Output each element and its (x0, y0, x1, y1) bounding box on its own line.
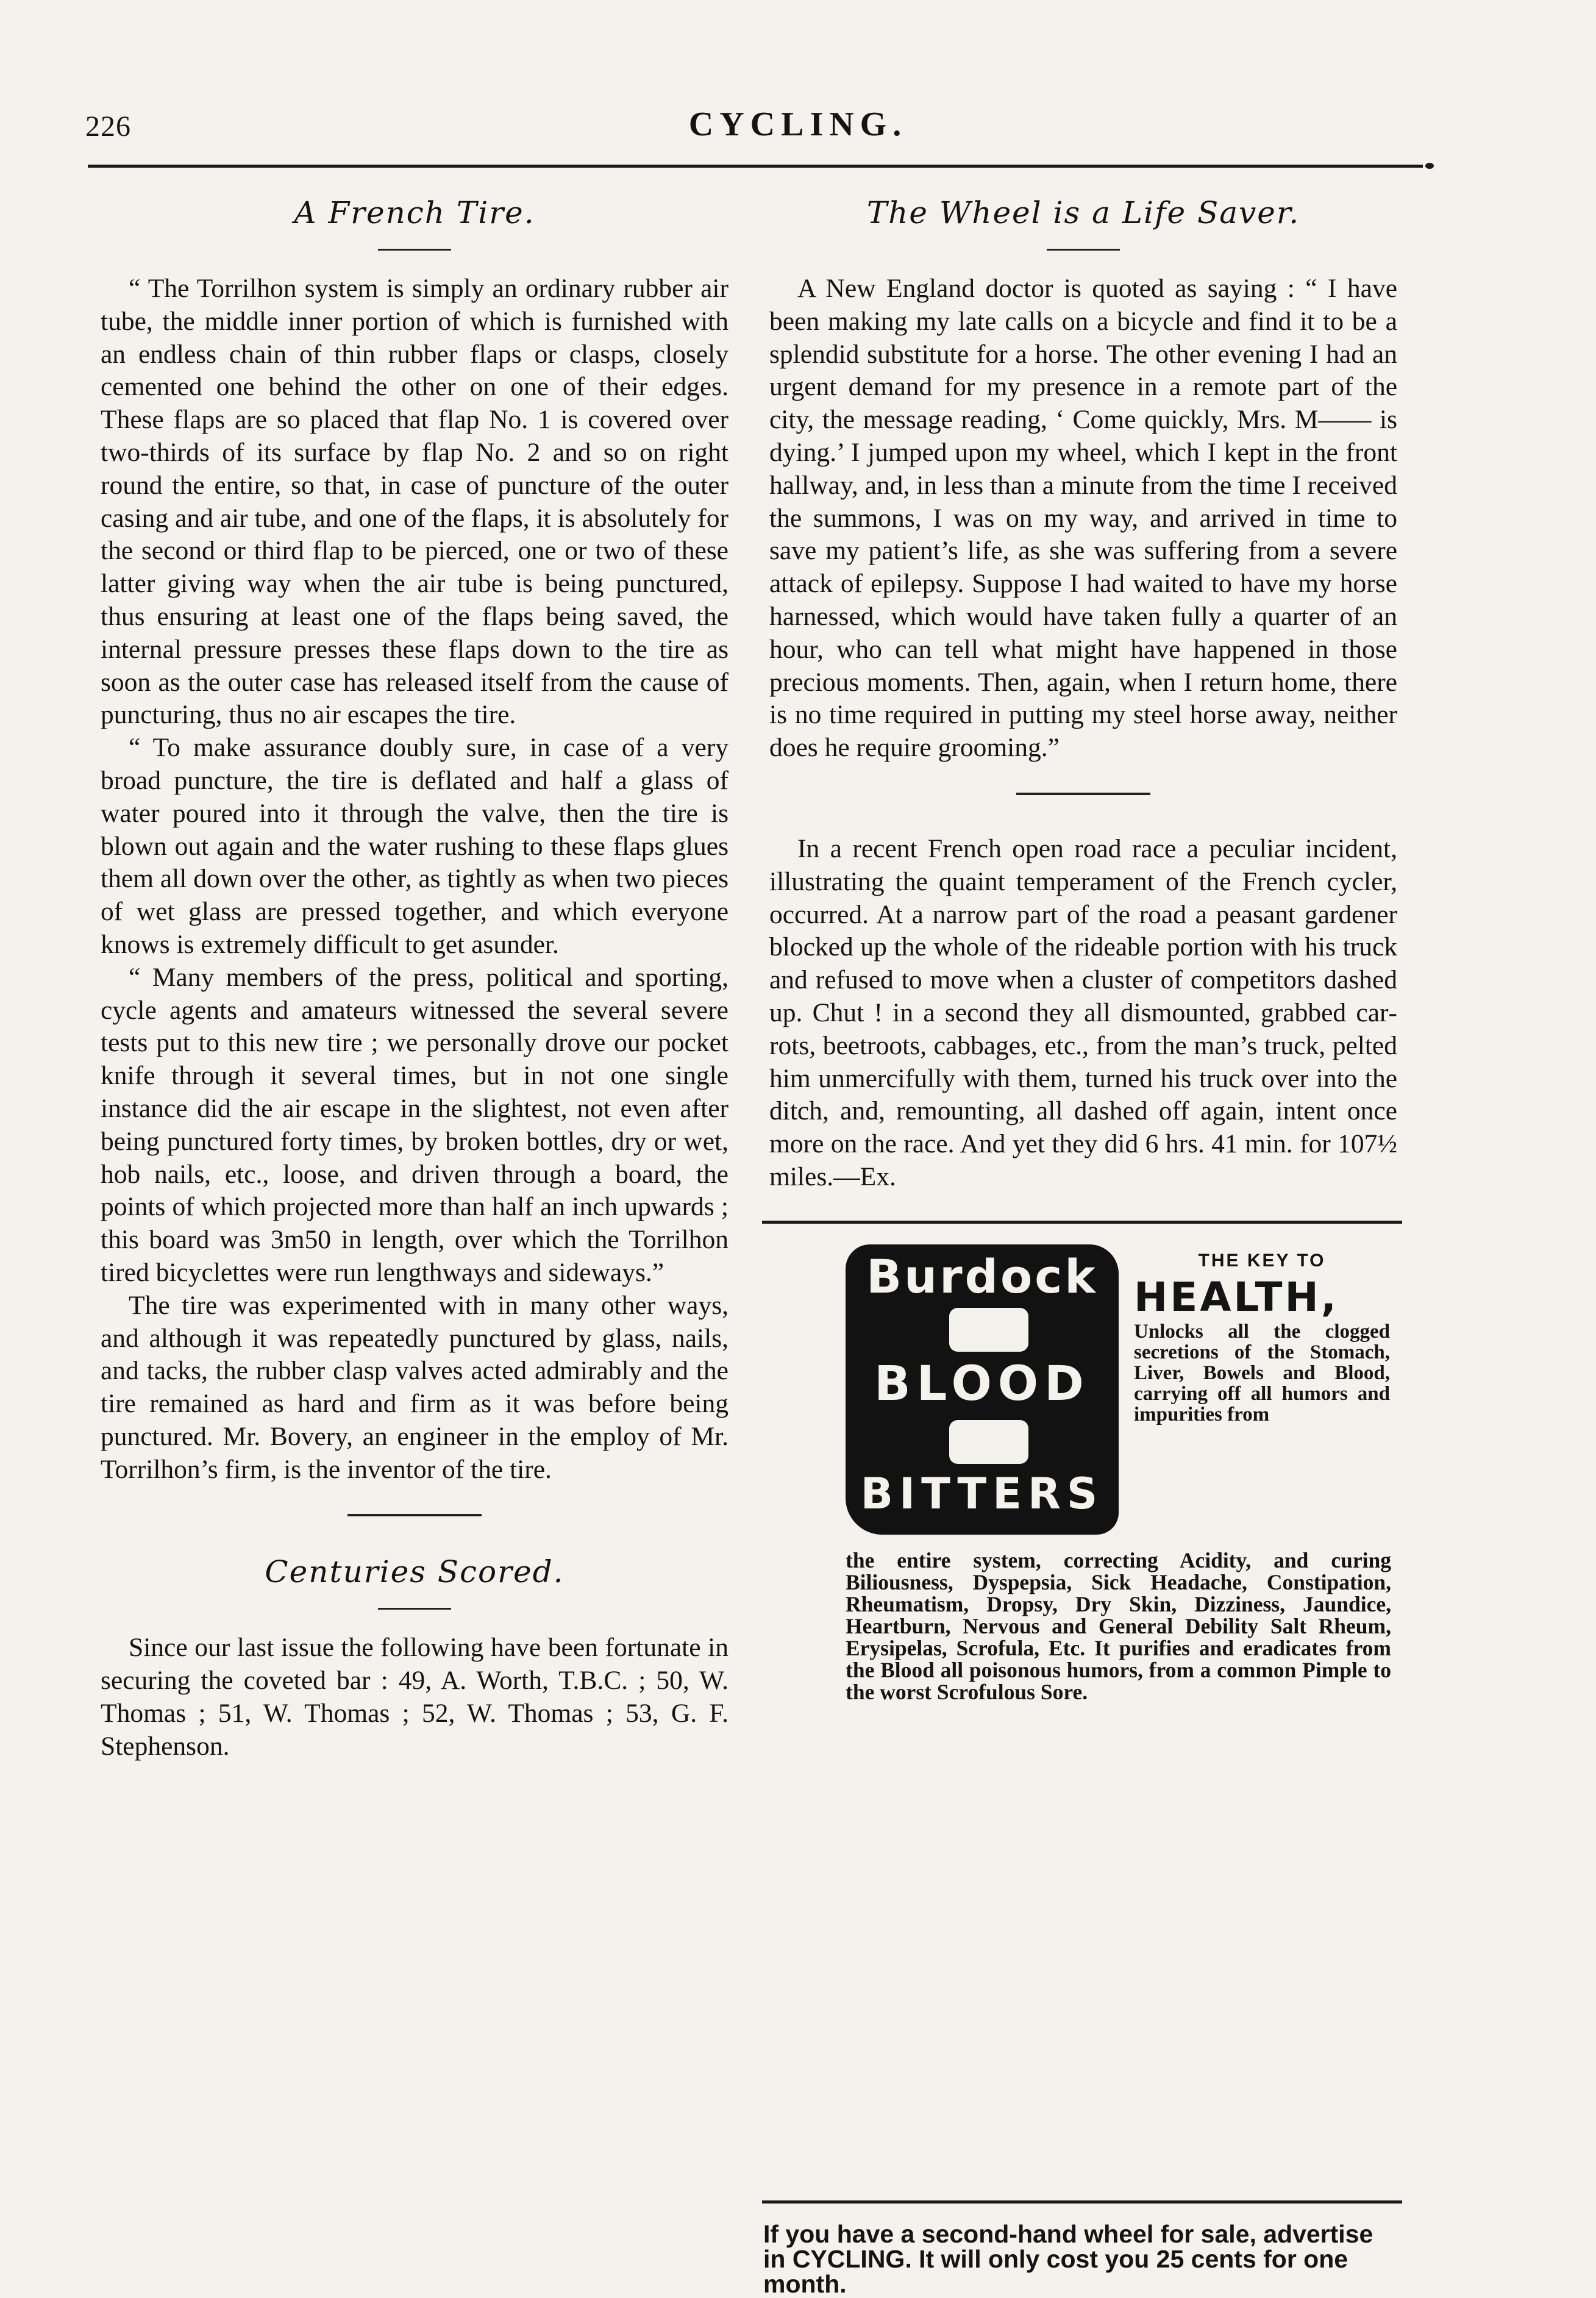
advert-rule (762, 1221, 1402, 1224)
advert-kicker: THE KEY TO (1198, 1250, 1326, 1271)
article-paragraph: “ Many members of the press, political and sporting, cycle agents and amateurs witnessed the several severe tests put to this new tire ; we personally drove our pocket knife through it several times, but in not one single instance did the air escape in the slightest, not even after being punctured forty times, by broken bottles, dry or wet, hob nails, etc., loose, and driven through a board, the points of which projected more than half an inch upwards ; this board was 3m50 in length, over which the Torrilhon tired bicyclettes were run lengthways and sideways.” (101, 962, 729, 1287)
right-column (763, 195, 1397, 2298)
burdock-blood-bitters-advert (769, 1244, 1397, 2183)
article-paragraph: In a recent French open road race a peculiar incident, illustrating the quaint temperament of the French cycler, occurred. At a narrow part of the road a peasant gardener blocked up the whole of the rideable portion with his truck and refused to move when a cluster of competitors dashed up. Chut ! in a second they all dismounted, grabbed carrots, beetroots, cabbages, etc., from the man’s truck, pelted him unmercifully with them, turned his truck over into the ditch, and, remounting, all dashed off again, intent once more on the race. And yet they did 6 hrs. 41 min. for 107½ miles.—Ex. (769, 833, 1397, 1191)
advert-side-text: Unlocks all the clogged secretions of the Stomach, Liver, Bowels and Blood, carrying off all humors and impurities from (1134, 1320, 1390, 1426)
article-title: The Wheel is a Life Saver. (866, 195, 1300, 230)
title-rule (378, 1608, 451, 1610)
article-paragraph: A New England doctor is quoted as saying : “ I have been making my late calls on a bicycle and find it to be a splendid substitute for a horse. The other evening I had an urgent demand for my presence in a remote part of the city, the message reading, ‘ Come quickly, Mrs. M—— is dying.’ I jumped upon my wheel, which I kept in the front hallway, and, in less than a minute from the time I received the summons, I was on my way, and arrived in time to save my patient’s life, as she was suffering from a severe attack of epilepsy. Suppose I had waited to have my horse harnessed, which would have taken fully a quarter of an hour, who can tell what might have happened in those precious moments. Then, again, when I return home, there is no time required in putting my steel horse away, neither does he require grooming.” (769, 274, 1397, 763)
header-rule (88, 165, 1423, 168)
logo-word: BITTERS (860, 1468, 1104, 1519)
article-title: A French Tire. (294, 195, 535, 230)
advert-body-text: the entire system, correcting Acidity, and curing Biliousness, Dyspepsia, Sick Headache, Constipation, Rheumatism, Dropsy, Dry Skin, Dizziness, Jaundice, Heartburn, Nervous and General Debility Salt Rheum, Erysipelas, Scrofula, Etc. It purifies and eradicates from the Blood all poisonous humors, from a common Pimple to the worst Scrofulous Sore. (846, 1547, 1391, 1704)
running-head: CYCLING. (688, 105, 908, 143)
classified-notice: If you have a second-hand wheel for sale, advertise in CYCLING. It will only cost you 25 cents for one month. (763, 2219, 1373, 2298)
left-column (101, 195, 729, 1763)
logo-bar (949, 1420, 1028, 1464)
page-number: 226 (85, 110, 131, 143)
burdock-logo (846, 1244, 1119, 1535)
article-paragraph: Since our last issue the following have been fortunate in securing the coveted bar : 49, A. Worth, T.B.C. ; 50, W. Thomas ; 51, W. Thomas ; 52, W. Thomas ; 53, G. F. Stephenson. (101, 1633, 729, 1761)
section-divider (347, 1514, 482, 1516)
advert-headline: HEALTH, (1134, 1273, 1339, 1321)
article-french-tire (101, 195, 729, 1486)
article-french-race (769, 833, 1397, 1194)
article-centuries-scored (101, 1554, 729, 1763)
advert-rule (762, 2200, 1402, 2203)
logo-bar (949, 1308, 1028, 1352)
title-rule (1047, 249, 1120, 251)
article-title: Centuries Scored. (265, 1554, 565, 1590)
article-wheel-life-saver (769, 195, 1397, 765)
title-rule (378, 249, 451, 251)
article-paragraph: The tire was experimented with in many other ways, and although it was repeatedly punctured by glass, nails, and tacks, the rubber clasp valves acted admirably and the tire remained as hard and firm as it was before being punctured. Mr. Bovery, an engineer in the employ of Mr. Torrilhon’s firm, is the inventor of the tire. (101, 1290, 729, 1484)
article-paragraph: “ To make assurance doubly sure, in case of a very broad puncture, the tire is deflated and half a glass of water poured into it through the valve, then the tire is blown out again and the water rushing to these flaps glues them all down over the other, as tightly as when two pieces of wet glass are pressed together, and which everyone knows is extremely difficult to get asunder. (101, 733, 729, 959)
logo-word: BLOOD (874, 1356, 1090, 1411)
advert-side-copy (1134, 1244, 1390, 1425)
article-paragraph: “ The Torrilhon system is simply an ordinary rubber air tube, the middle inner portion of which is furnished with an endless chain of thin rubber flaps or clasps, closely cemented one behind the other on one of their edges. These flaps are so placed that flap No. 1 is covered over two-thirds of its surface by flap No. 2 and so on right round the entire, so that, in case of puncture of the outer casing and air tube, and one of the flaps, it is absolutely for the second or third flap to be pierced, one or two of these latter giving way when the air tube is being punctured, thus ensuring at least one of the flaps being saved, the internal pressure presses these flaps down to the tire as soon as the outer case has released itself from the cause of puncturing, thus no air escapes the tire. (101, 274, 729, 730)
logo-word: Burdock (866, 1249, 1098, 1304)
section-divider (1016, 793, 1150, 795)
